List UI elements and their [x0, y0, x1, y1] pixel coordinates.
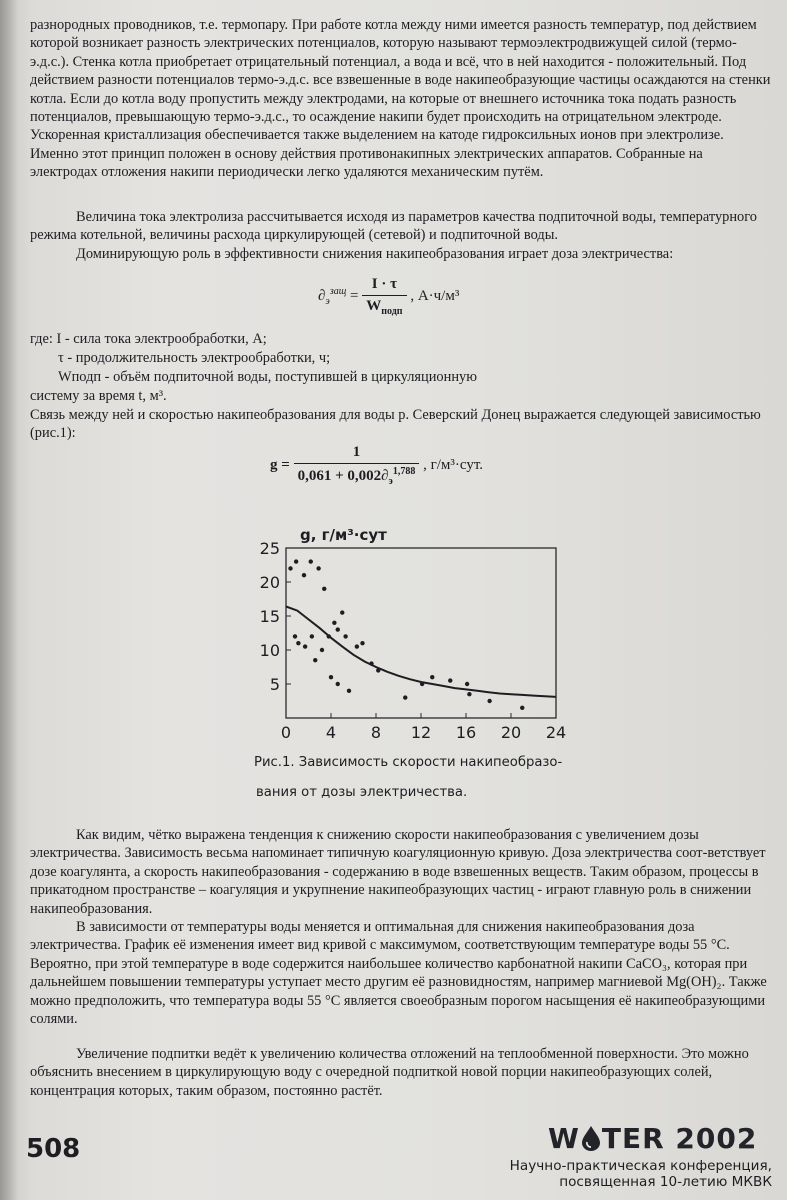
y-tick-label: 25 — [259, 539, 280, 558]
data-point — [369, 661, 373, 665]
paragraph-dominant: Доминирующую роль в эффективности снижения накипеобразования играет доза электричества: — [76, 246, 674, 262]
data-point — [316, 566, 320, 570]
data-point — [465, 682, 469, 686]
definition-duration: τ - продолжительность электрообработки, ч; — [58, 350, 331, 366]
formula-rate-fraction: $\frac{1}{0,061 + 0,002\partial_э^{1,788}}$ — [294, 444, 420, 487]
definition-volume: Wподп - объём подпиточной воды, поступившей в циркуляционную — [58, 369, 477, 385]
water-drop-icon — [580, 1125, 602, 1151]
data-point — [376, 668, 380, 672]
data-point — [420, 682, 424, 686]
data-point — [355, 644, 359, 648]
formula-rate-lhs: g = — [270, 456, 290, 473]
data-point — [340, 610, 344, 614]
figure-caption-line2: вания от дозы электричества. — [256, 785, 468, 800]
data-point — [360, 641, 364, 645]
scatter-chart — [250, 522, 580, 752]
paragraph-thermo: разнородных проводников, т.е. термопару. При работе котла между ними имеется разность температур, под действием которой возникает разность электрических потенциалов, которую называют термоэлектродвижущей силой (термо-э.д.с.). Стенка котла приобретает отрицательный потенциал, а вода и всё, что в ней находится - положительный. Под действием разности потенциалов термо-э.д.с. все взвешенные в воде накипеобразующие частицы осаждаются на стенки котла. Если до котла воду пропустить между электродами, на которые от внешнего источника тока подать разность потенциалов, превышающую термо-э.д.с., то осаждение накипи будет происходить на отрицательном электроде. Ускоренная кристаллизация обеспечивается также выделением на катоде гидроксильных ионов при электролизе. Именно этот принцип положен в основу действия противонакипных электрических аппаратов. Собранные на электродах отложения накипи периодически легко удаляются механическим путём. — [30, 17, 771, 181]
x-tick-label: 8 — [370, 723, 382, 742]
conference-line2: посвященная 10-летию МКВК — [559, 1174, 772, 1190]
x-tick-label: 12 — [410, 723, 432, 742]
data-point — [467, 692, 471, 696]
data-point — [487, 699, 491, 703]
data-point — [302, 573, 306, 577]
figure-chart — [250, 522, 580, 752]
y-tick-label: 20 — [259, 573, 280, 592]
data-point — [294, 559, 298, 563]
data-point — [520, 706, 524, 710]
formula-rate-units: , г/м³·сут. — [423, 456, 484, 473]
definitions-list — [30, 330, 730, 406]
y-tick-label: 15 — [259, 607, 280, 626]
paragraph-makeup: Увеличение подпитки ведёт к увеличению количества отложений на теплообменной поверхности. Это можно объяснить внесением в циркулирующую воду с очередной подпиткой новой порции накипеобразующих солей, концентрация которых, таким образом, постоянно растёт. — [30, 1046, 749, 1099]
page-shadow — [0, 0, 18, 1200]
formula-dose-units: , А·ч/м³ — [410, 287, 460, 304]
data-point — [309, 559, 313, 563]
conference-subtitle — [500, 1158, 772, 1190]
data-point — [310, 634, 314, 638]
data-point — [343, 634, 347, 638]
data-point — [336, 627, 340, 631]
data-point — [322, 587, 326, 591]
data-point — [332, 621, 336, 625]
x-tick-label: 24 — [545, 723, 567, 742]
formula-dose-fraction: $\frac{I \cdot \tau}{W_{подп}}$ — [362, 276, 406, 317]
paragraph-coagulation: Как видим, чётко выражена тенденция к снижению скорости накипеобразования с увеличением дозы электричества. Зависимость весьма напоминает типичную коагуляционную кривую. Доза электричества соот-ветствует дозе коагулянта, а скорость накипеобразования - содержанию в воде взвешенных веществ. Таким образом, процессы в прикатодном пространстве – коагуляция и укрупнение накипеобразующих частиц - играют главную роль в снижении накипеобразования. — [30, 827, 766, 917]
data-point — [288, 566, 292, 570]
figure-caption — [254, 748, 634, 808]
page-number: 508 — [26, 1134, 81, 1164]
x-tick-label: 16 — [455, 723, 477, 742]
data-point — [313, 658, 317, 662]
data-point — [296, 641, 300, 645]
definition-current: где: I - сила тока электрообработки, А; — [30, 331, 267, 347]
water-logo — [548, 1122, 757, 1155]
formula-dose-lhs: $\partial_э^{защ}$ — [318, 285, 347, 307]
paragraph-temperature: В зависимости от температуры воды меняется и оптимальная для снижения накипеобразования доза электричества. График её изменения имеет вид кривой с максимумом, соответствующим температуре воды 55 °С. Вероятно, при этой температуре в воде содержится наибольшее количество карбонатной накипи CaCO₃, которая при дальнейшем повышении температуры уступает место другим её разновидностям, например магниевой Mg(OH)₂. Также можно предположить, что температура воды 55 °С является своеобразным порогом насыщения её накипеобразующими солями. — [30, 919, 767, 1028]
data-point — [347, 689, 351, 693]
definition-system: систему за время t, м³. — [30, 388, 167, 404]
x-tick-label: 4 — [325, 723, 337, 742]
data-point — [327, 634, 331, 638]
data-point — [303, 644, 307, 648]
x-tick-label: 20 — [500, 723, 522, 742]
data-point — [293, 634, 297, 638]
paragraph-current: Величина тока электролиза рассчитывается исходя из параметров качества подпиточной воды, температурного режима котельной, величины расхода циркулирующей (сетевой) и подпиточной воды. — [30, 209, 757, 244]
data-point — [430, 675, 434, 679]
logo-w: W — [548, 1122, 580, 1155]
formula-dose: $\partial_э^{защ}$ = $\frac{I \cdot \tau}{W_{подп}}$ , А·ч/м³ — [318, 276, 460, 317]
paragraph-link: Связь между ней и скоростью накипеобразования для воды р. Северский Донец выражается следующей зависимостью (рис.1): — [30, 407, 761, 442]
y-tick-label: 5 — [269, 675, 280, 694]
logo-ter: TER 2002 — [601, 1122, 758, 1155]
x-tick-label: 0 — [280, 723, 292, 742]
conference-line1: Научно-практическая конференция, — [509, 1158, 772, 1174]
formula-rate — [270, 444, 483, 487]
data-point — [403, 695, 407, 699]
y-tick-label: 10 — [259, 641, 280, 660]
chart-title: g, г/м³·сут — [300, 526, 387, 544]
figure-caption-line1: Рис.1. Зависимость скорости накипеобразо- — [254, 755, 563, 770]
data-point — [336, 682, 340, 686]
data-point — [448, 678, 452, 682]
data-point — [329, 675, 333, 679]
data-point — [320, 648, 324, 652]
